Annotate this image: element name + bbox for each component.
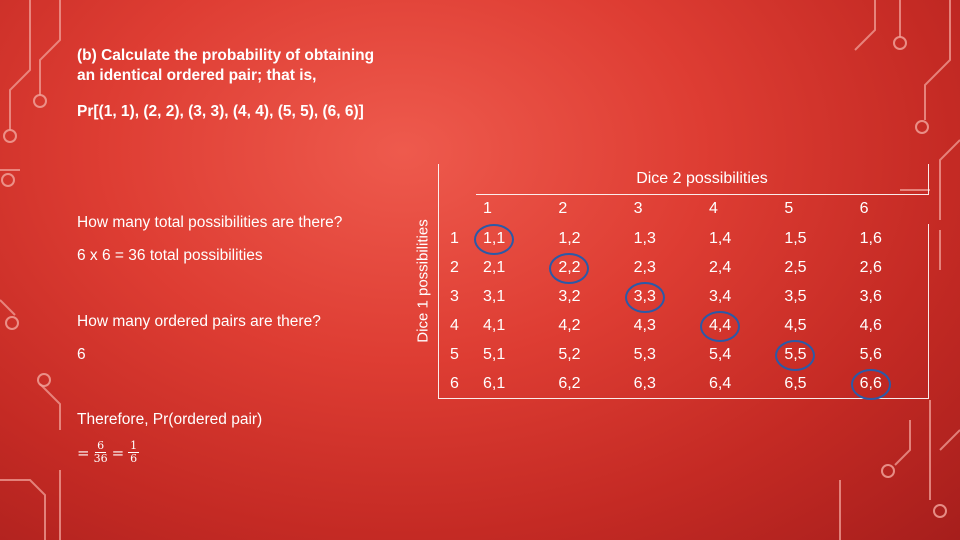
table-cell: 1,2 [558, 229, 581, 247]
table-cell: 5,5 [777, 346, 852, 364]
row-header: 4 [450, 316, 459, 334]
column-header: 4 [708, 200, 718, 217]
table-cell: 6,2 [558, 374, 581, 392]
table-cell: 3,1 [483, 287, 506, 305]
table-cell: 4,1 [483, 316, 506, 334]
fraction-denominator: 36 [93, 452, 108, 465]
highlight-circle [474, 224, 514, 255]
table-row [438, 340, 928, 369]
column-header: 5 [784, 200, 794, 217]
fraction-denominator: 6 [130, 452, 138, 465]
fraction-numerator: 1 [130, 439, 138, 452]
column-header: 3 [633, 200, 643, 217]
table-cell: 1,6 [859, 229, 882, 247]
table-cell: 2,1 [483, 258, 506, 276]
therefore-line: Therefore, Pr(ordered pair) [77, 411, 263, 428]
highlight-circle [775, 340, 815, 371]
highlight-circle [625, 282, 665, 313]
table-cell: 6,1 [483, 374, 506, 392]
fraction-6-36 [94, 440, 108, 465]
highlight-circle [851, 369, 891, 400]
table-row [438, 369, 928, 398]
table-cell: 2,3 [633, 258, 656, 276]
table-cell: 6,6 [853, 375, 928, 393]
question-heading [77, 46, 377, 122]
table-cell: 3,4 [708, 287, 732, 305]
table-cell: 4,6 [859, 316, 882, 334]
probability-expression: Pr[(1, 1), (2, 2), (3, 3), (4, 4), (5, 5), (6, 6)] [77, 103, 364, 120]
table-cell: 3,5 [784, 287, 807, 305]
table-cell: 2,5 [784, 258, 807, 276]
table-row [438, 311, 928, 340]
table-cell: 5,4 [708, 345, 732, 363]
table-cell: 4,5 [784, 316, 807, 334]
outcome-grid [438, 224, 929, 399]
table-cell: 3,3 [627, 288, 702, 306]
table-cell: 5,1 [483, 345, 506, 363]
row-header: 2 [450, 258, 459, 276]
table-cell: 5,3 [633, 345, 656, 363]
table-cell: 3,2 [558, 287, 581, 305]
row-header: 3 [450, 287, 459, 305]
fraction-1-6 [128, 440, 139, 465]
dice-2-label: Dice 2 possibilities [476, 164, 929, 195]
total-question: How many total possibilities are there? [77, 214, 343, 231]
total-answer: 6 x 6 = 36 total possibilities [77, 247, 263, 264]
table-cell: 1,1 [476, 230, 551, 248]
column-header: 2 [558, 200, 568, 217]
table-cell: 4,2 [558, 316, 581, 334]
row-header: 5 [450, 345, 459, 363]
table-cell: 2,6 [859, 258, 882, 276]
table-cell: 5,6 [859, 345, 882, 363]
table-row [438, 282, 928, 311]
question-text: (b) Calculate the probability of obtaining an identical ordered pair; that is, [77, 47, 375, 84]
table-cell: 1,4 [708, 229, 732, 247]
column-header: 6 [859, 200, 869, 217]
probability-result [77, 440, 139, 465]
row-header: 1 [450, 229, 459, 247]
dice-outcomes-table [408, 164, 929, 398]
table-cell: 6,3 [633, 374, 656, 392]
table-row [438, 253, 928, 282]
pairs-question: How many ordered pairs are there? [77, 313, 321, 330]
table-cell: 4,3 [633, 316, 656, 334]
table-cell: 1,3 [633, 229, 656, 247]
equals-sign: = [77, 443, 90, 462]
table-cell: 6,5 [784, 374, 807, 392]
table-row [438, 224, 928, 253]
fraction-numerator: 6 [97, 439, 105, 452]
table-cell: 2,4 [708, 258, 732, 276]
highlight-circle [700, 311, 740, 342]
row-axis-label [408, 164, 439, 398]
table-cell: 2,2 [551, 259, 626, 277]
table-cell: 3,6 [859, 287, 882, 305]
table-cell: 4,4 [702, 317, 777, 335]
column-headers [476, 194, 928, 224]
table-cell: 5,2 [558, 345, 581, 363]
equals-sign: = [111, 443, 125, 462]
row-header: 6 [450, 374, 459, 392]
pairs-answer: 6 [77, 346, 86, 363]
table-cell: 1,5 [784, 229, 807, 247]
column-header: 1 [483, 200, 492, 217]
dice-1-label: Dice 1 possibilities [414, 219, 432, 343]
highlight-circle [549, 253, 589, 284]
table-cell: 6,4 [708, 374, 732, 392]
